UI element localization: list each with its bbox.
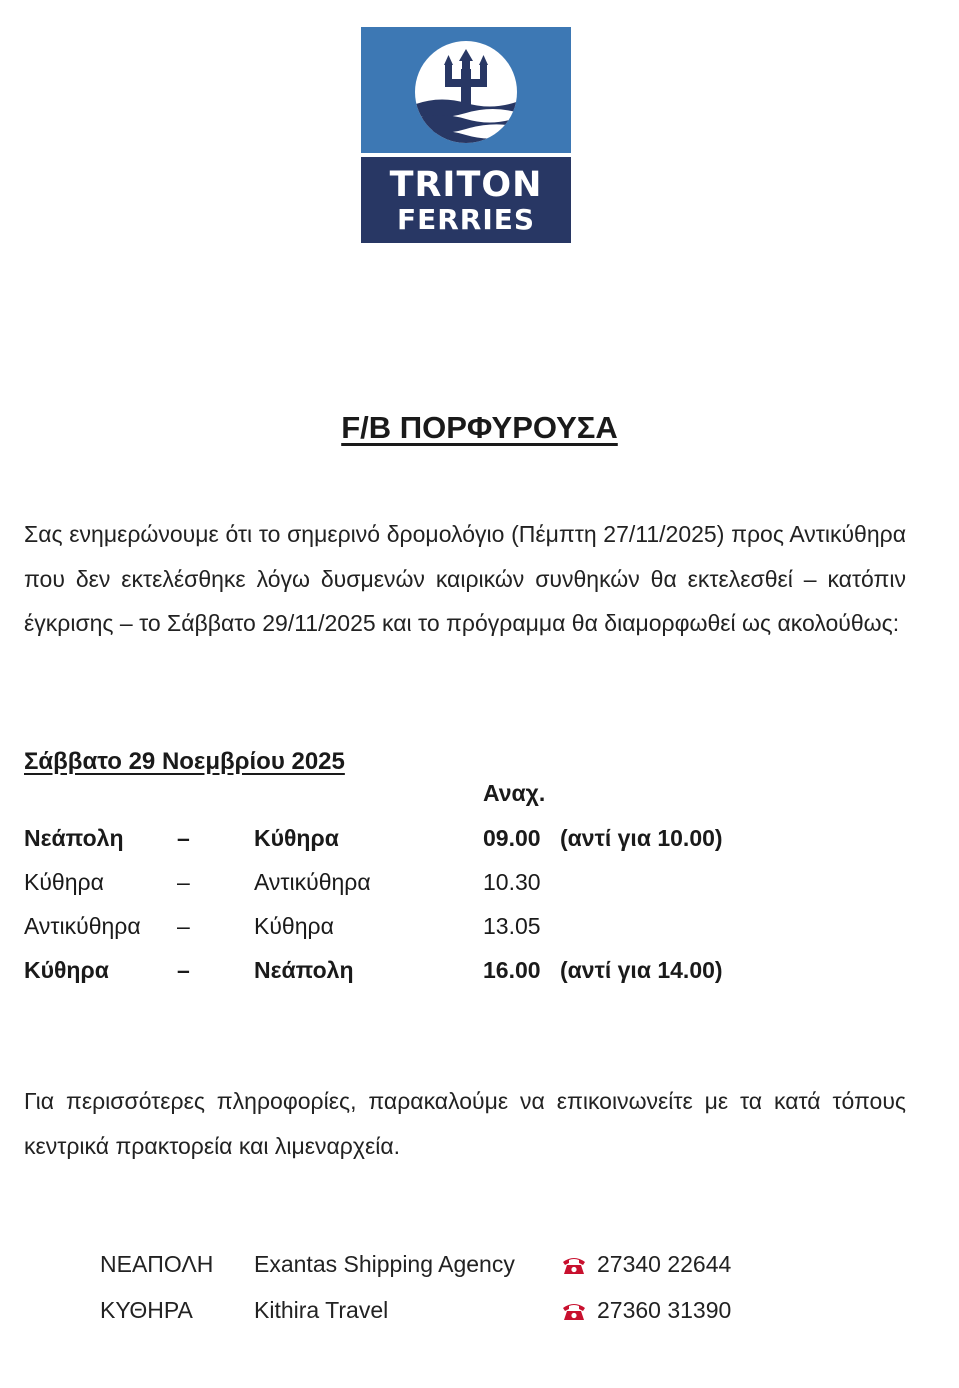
page-title: F/B ΠΟΡΦΥΡΟΥΣΑ bbox=[341, 410, 618, 445]
route-dash: – bbox=[177, 913, 190, 939]
schedule-row bbox=[0, 913, 959, 953]
departure-time: 16.00 bbox=[483, 957, 541, 983]
contact-phone: 27360 31390 bbox=[597, 1297, 732, 1323]
schedule-date-heading: Σάββατο 29 Νοεμβρίου 2025 bbox=[24, 748, 345, 775]
route-from: Αντικύθηρα bbox=[24, 913, 141, 939]
route-dash: – bbox=[177, 869, 190, 895]
contact-place: ΚΥΘΗΡΑ bbox=[100, 1297, 193, 1323]
departure-time: 09.00 bbox=[483, 825, 541, 851]
route-to: Νεάπολη bbox=[254, 957, 354, 983]
schedule-row bbox=[0, 825, 959, 865]
time-change-note: (αντί για 10.00) bbox=[560, 825, 723, 851]
schedule-row bbox=[0, 869, 959, 909]
route-from: Κύθηρα bbox=[24, 869, 104, 895]
time-change-note: (αντί για 14.00) bbox=[560, 957, 723, 983]
telephone-icon bbox=[561, 1254, 587, 1282]
logo-text-triton: TRITON bbox=[389, 165, 543, 205]
route-dash: – bbox=[177, 825, 190, 851]
contact-phone: 27340 22644 bbox=[597, 1251, 732, 1277]
route-to: Κύθηρα bbox=[254, 825, 339, 851]
contact-row bbox=[0, 1251, 959, 1285]
departure-time: 10.30 bbox=[483, 869, 541, 895]
route-from: Νεάπολη bbox=[24, 825, 124, 851]
route-dash: – bbox=[177, 957, 190, 983]
contact-agency: Kithira Travel bbox=[254, 1297, 389, 1323]
logo-text-ferries: FERRIES bbox=[396, 203, 536, 236]
trident-wave-icon bbox=[413, 39, 519, 145]
triton-ferries-logo bbox=[361, 27, 571, 243]
schedule-row bbox=[0, 957, 959, 997]
contact-agency: Exantas Shipping Agency bbox=[254, 1251, 515, 1277]
intro-paragraph: Σας ενημερώνουμε ότι το σημερινό δρομολόγιο (Πέμπτη 27/11/2025) προς Αντικύθηρα που δεν εκτελέσθηκε λόγω δυσμενών καιρικών συνθηκών θα εκτελεσθεί – κατόπιν έγκρισης – το Σάββατο 29/11/2025 και το πρόγραμμα θα διαμορφωθεί ως ακολούθως: bbox=[24, 521, 906, 636]
departure-time: 13.05 bbox=[483, 913, 541, 939]
route-to: Κύθηρα bbox=[254, 913, 334, 939]
contact-place: ΝΕΑΠΟΛΗ bbox=[100, 1251, 214, 1277]
telephone-icon bbox=[561, 1300, 587, 1328]
info-paragraph: Για περισσότερες πληροφορίες, παρακαλούμε να επικοινωνείτε με τα κατά τόπους κεντρικά πρακτορεία και λιμεναρχεία. bbox=[24, 1088, 906, 1159]
contact-row bbox=[0, 1297, 959, 1331]
route-to: Αντικύθηρα bbox=[254, 869, 371, 895]
route-from: Κύθηρα bbox=[24, 957, 109, 983]
departure-column-header: Αναχ. bbox=[483, 780, 546, 806]
